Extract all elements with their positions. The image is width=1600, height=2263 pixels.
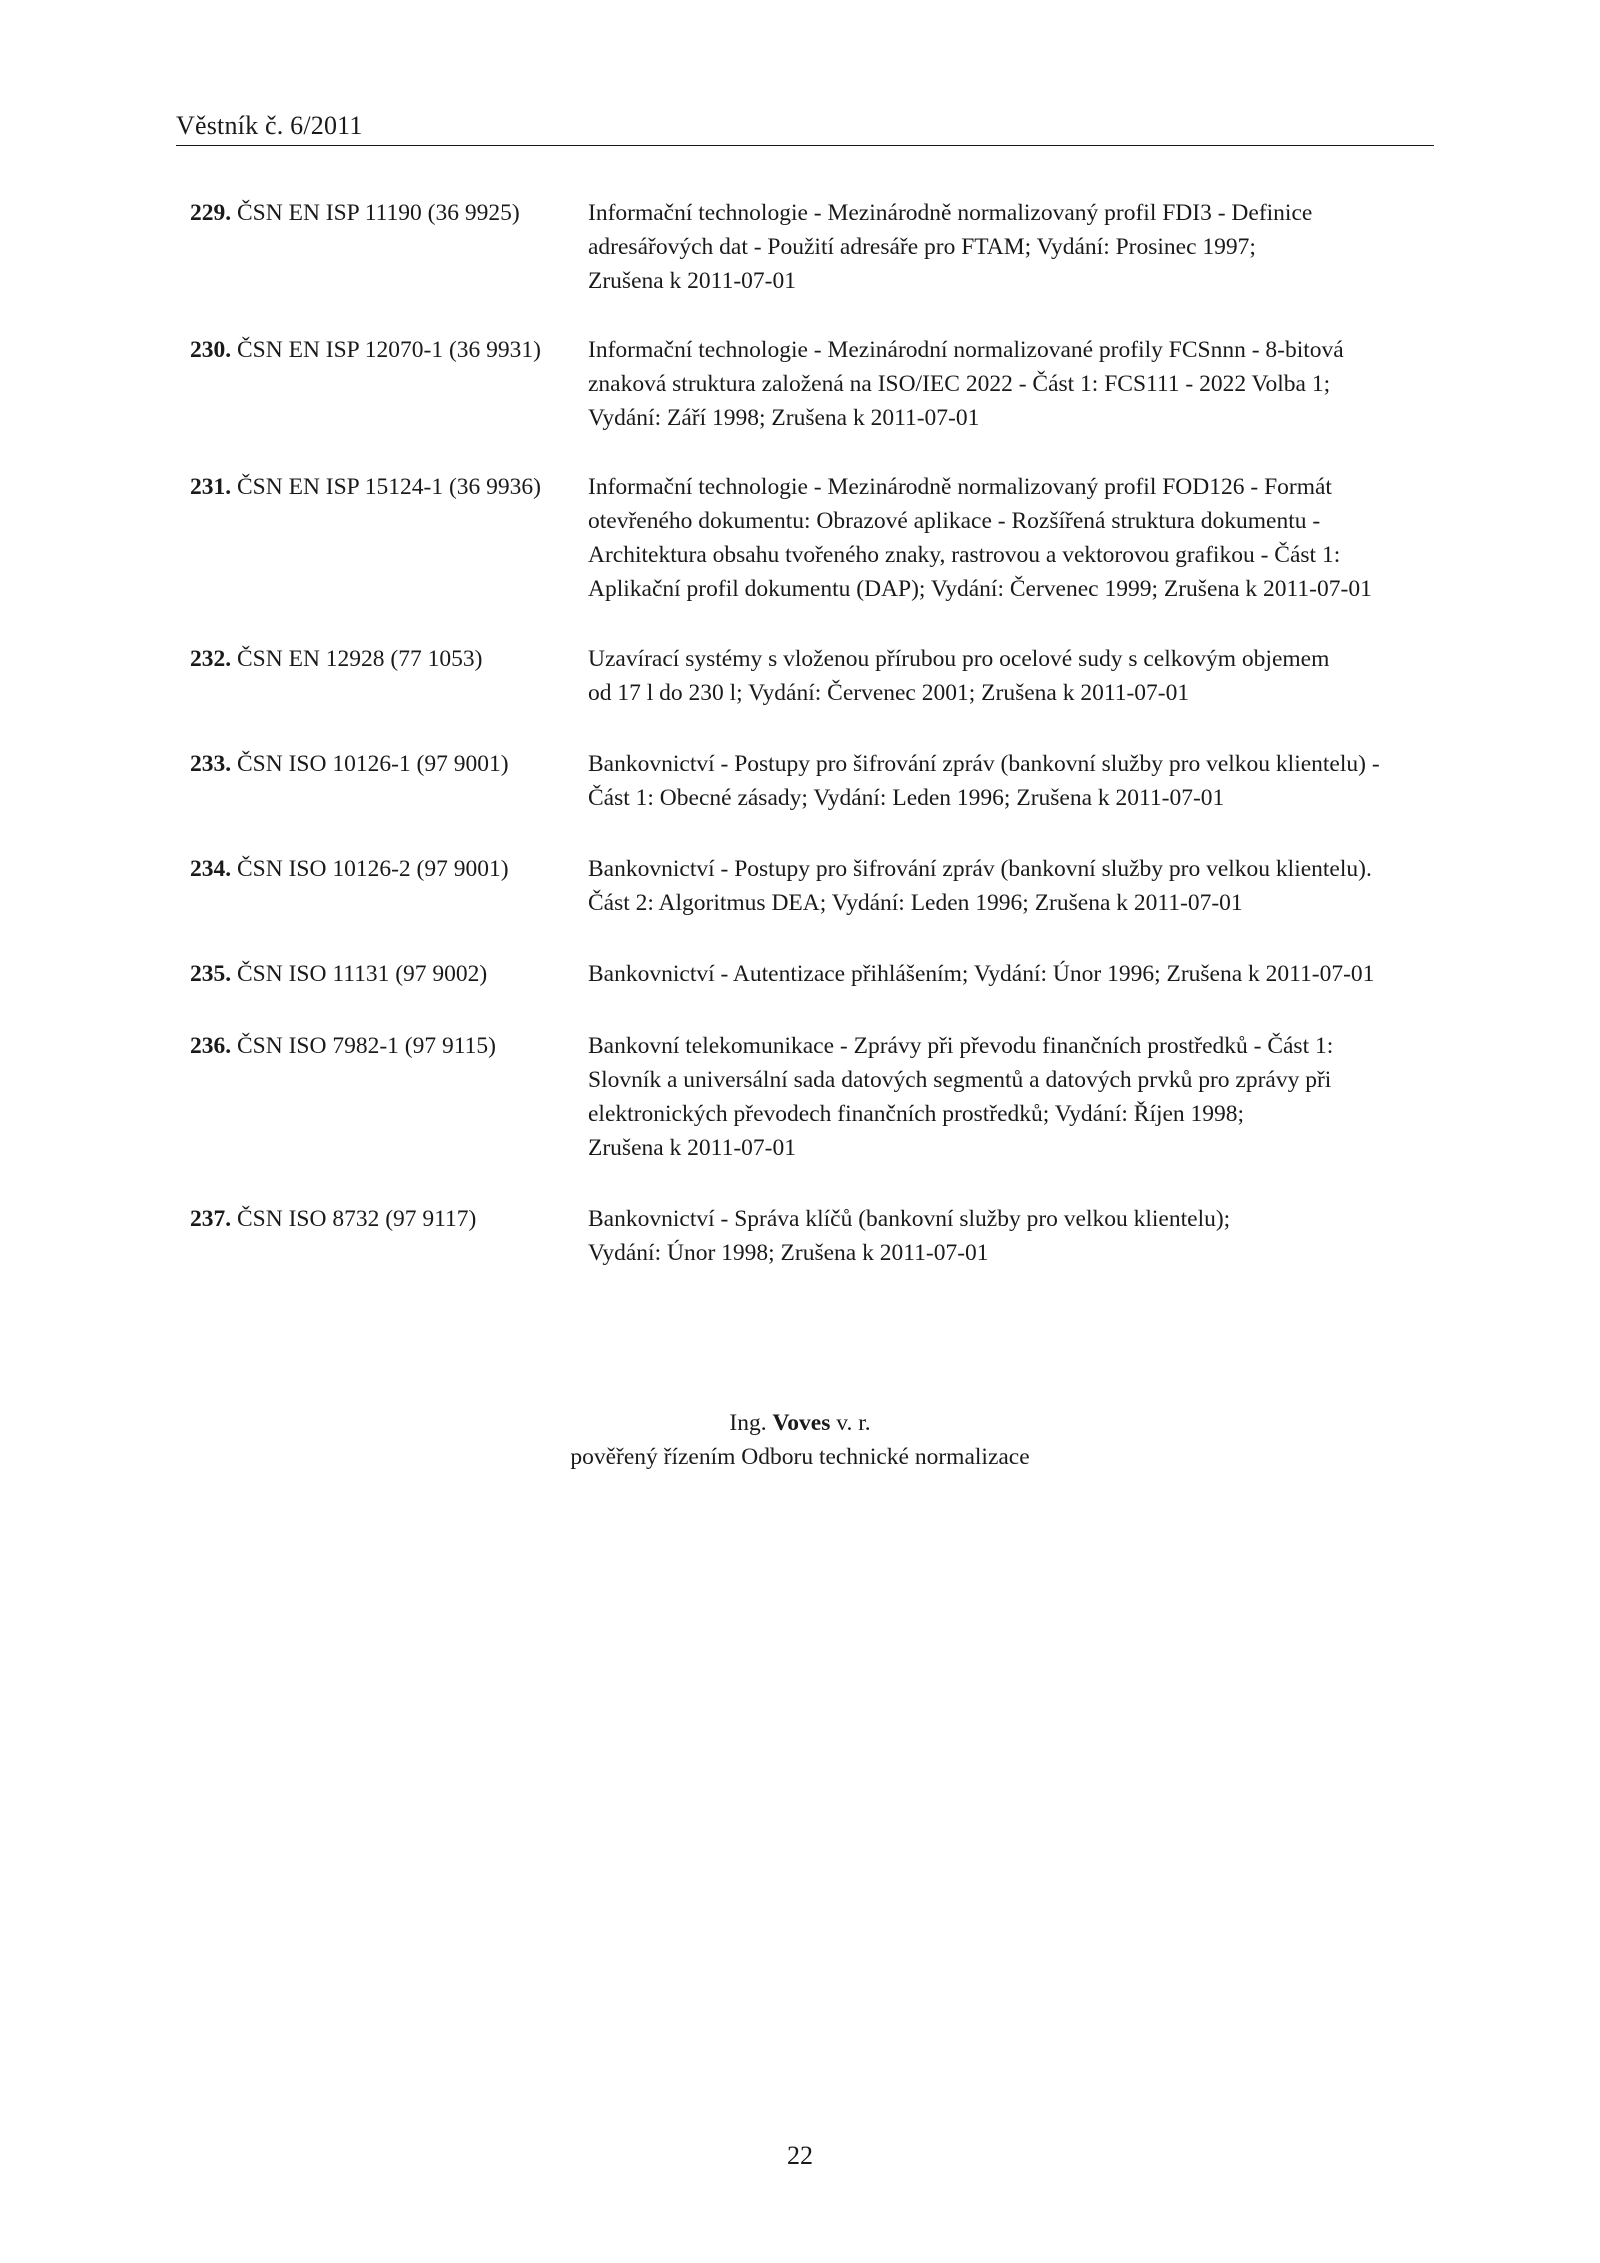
entry-description (588, 642, 1450, 710)
description-line: Uzavírací systémy s vloženou přírubou pro ocelové sudy s celkovým objemem (588, 646, 1330, 672)
standard-code: ČSN EN 12928 (77 1053) (237, 646, 483, 672)
page-header (176, 110, 1434, 146)
description-line: od 17 l do 230 l; Vydání: Červenec 2001; Zrušena k 2011-07-01 (588, 680, 1190, 706)
entry-number: 233. (190, 751, 232, 777)
entry-description (588, 470, 1450, 606)
description-line: Informační technologie - Mezinárodní normalizované profily FCSnnn - 8-bitová (588, 337, 1344, 363)
description-line: Bankovnictví - Správa klíčů (bankovní služby pro velkou klientelu); (588, 1206, 1231, 1232)
list-item (190, 852, 1450, 920)
entry-identifier (190, 642, 588, 676)
description-line: elektronických převodech finančních prostředků; Vydání: Říjen 1998; (588, 1101, 1245, 1127)
entry-description (588, 747, 1450, 815)
signature-block (0, 1406, 1600, 1474)
list-item (190, 470, 1450, 606)
entry-identifier (190, 196, 588, 230)
entry-description (588, 333, 1450, 435)
description-line: Bankovnictví - Postupy pro šifrování zpráv (bankovní služby pro velkou klientelu). (588, 856, 1372, 882)
standard-code: ČSN ISO 11131 (97 9002) (237, 961, 488, 987)
list-item (190, 1202, 1450, 1270)
signatory-name: Voves (772, 1410, 831, 1436)
standard-code: ČSN ISO 8732 (97 9117) (237, 1206, 477, 1232)
entry-identifier (190, 957, 588, 991)
list-item (190, 747, 1450, 815)
description-line: Zrušena k 2011-07-01 (588, 268, 796, 294)
standard-code: ČSN EN ISP 11190 (36 9925) (237, 200, 520, 226)
standard-code: ČSN ISO 10126-1 (97 9001) (237, 751, 509, 777)
description-line: Vydání: Únor 1998; Zrušena k 2011-07-01 (588, 1240, 989, 1266)
entry-number: 234. (190, 856, 232, 882)
description-line: Bankovní telekomunikace - Zprávy při převodu finančních prostředků - Část 1: (588, 1033, 1334, 1059)
entry-identifier (190, 1202, 588, 1236)
list-item (190, 196, 1450, 298)
entry-description (588, 1029, 1450, 1165)
description-line: otevřeného dokumentu: Obrazové aplikace - Rozšířená struktura dokumentu - (588, 508, 1321, 534)
entry-description (588, 1202, 1450, 1270)
entry-identifier (190, 1029, 588, 1063)
standard-code: ČSN ISO 10126-2 (97 9001) (237, 856, 509, 882)
entry-number: 231. (190, 474, 232, 500)
signatory-suffix: v. r. (836, 1410, 871, 1436)
entry-identifier (190, 852, 588, 886)
description-line: Část 1: Obecné zásady; Vydání: Leden 1996; Zrušena k 2011-07-01 (588, 785, 1225, 811)
description-line: znaková struktura založená na ISO/IEC 2022 - Část 1: FCS111 - 2022 Volba 1; (588, 371, 1331, 397)
description-line: Informační technologie - Mezinárodně normalizovaný profil FOD126 - Formát (588, 474, 1332, 500)
entry-identifier (190, 333, 588, 367)
description-line: adresářových dat - Použití adresáře pro FTAM; Vydání: Prosinec 1997; (588, 234, 1256, 260)
description-line: Vydání: Září 1998; Zrušena k 2011-07-01 (588, 405, 980, 431)
entry-description (588, 957, 1450, 991)
entry-number: 235. (190, 961, 232, 987)
list-item (190, 1029, 1450, 1165)
entry-identifier (190, 470, 588, 504)
entry-number: 236. (190, 1033, 232, 1059)
signatory-role: pověřený řízením Odboru technické normalizace (570, 1444, 1030, 1470)
description-line: Slovník a universální sada datových segmentů a datových prvků pro zprávy při (588, 1067, 1332, 1093)
signatory-prefix: Ing. (729, 1410, 767, 1436)
entry-number: 230. (190, 337, 232, 363)
description-line: Část 2: Algoritmus DEA; Vydání: Leden 1996; Zrušena k 2011-07-01 (588, 890, 1243, 916)
header-title: Věstník č. 6/2011 (176, 111, 363, 140)
description-line: Bankovnictví - Postupy pro šifrování zpráv (bankovní služby pro velkou klientelu) - (588, 751, 1380, 777)
description-line: Zrušena k 2011-07-01 (588, 1135, 796, 1161)
entry-number: 232. (190, 646, 232, 672)
description-line: Aplikační profil dokumentu (DAP); Vydání: Červenec 1999; Zrušena k 2011-07-01 (588, 576, 1372, 602)
entry-identifier (190, 747, 588, 781)
standard-code: ČSN EN ISP 15124-1 (36 9936) (237, 474, 541, 500)
page-number: 22 (787, 2141, 813, 2170)
description-line: Bankovnictví - Autentizace přihlášením; Vydání: Únor 1996; Zrušena k 2011-07-01 (588, 961, 1375, 987)
description-line: Informační technologie - Mezinárodně normalizovaný profil FDI3 - Definice (588, 200, 1313, 226)
entry-description (588, 852, 1450, 920)
list-item (190, 333, 1450, 435)
description-line: Architektura obsahu tvořeného znaky, rastrovou a vektorovou grafikou - Část 1: (588, 542, 1341, 568)
standard-code: ČSN ISO 7982-1 (97 9115) (237, 1033, 496, 1059)
withdrawn-standards-list (190, 196, 1450, 1270)
entry-number: 229. (190, 200, 232, 226)
entry-number: 237. (190, 1206, 232, 1232)
entry-description (588, 196, 1450, 298)
standard-code: ČSN EN ISP 12070-1 (36 9931) (237, 337, 541, 363)
list-item (190, 957, 1450, 991)
signatory-line (0, 1406, 1600, 1440)
list-item (190, 642, 1450, 710)
